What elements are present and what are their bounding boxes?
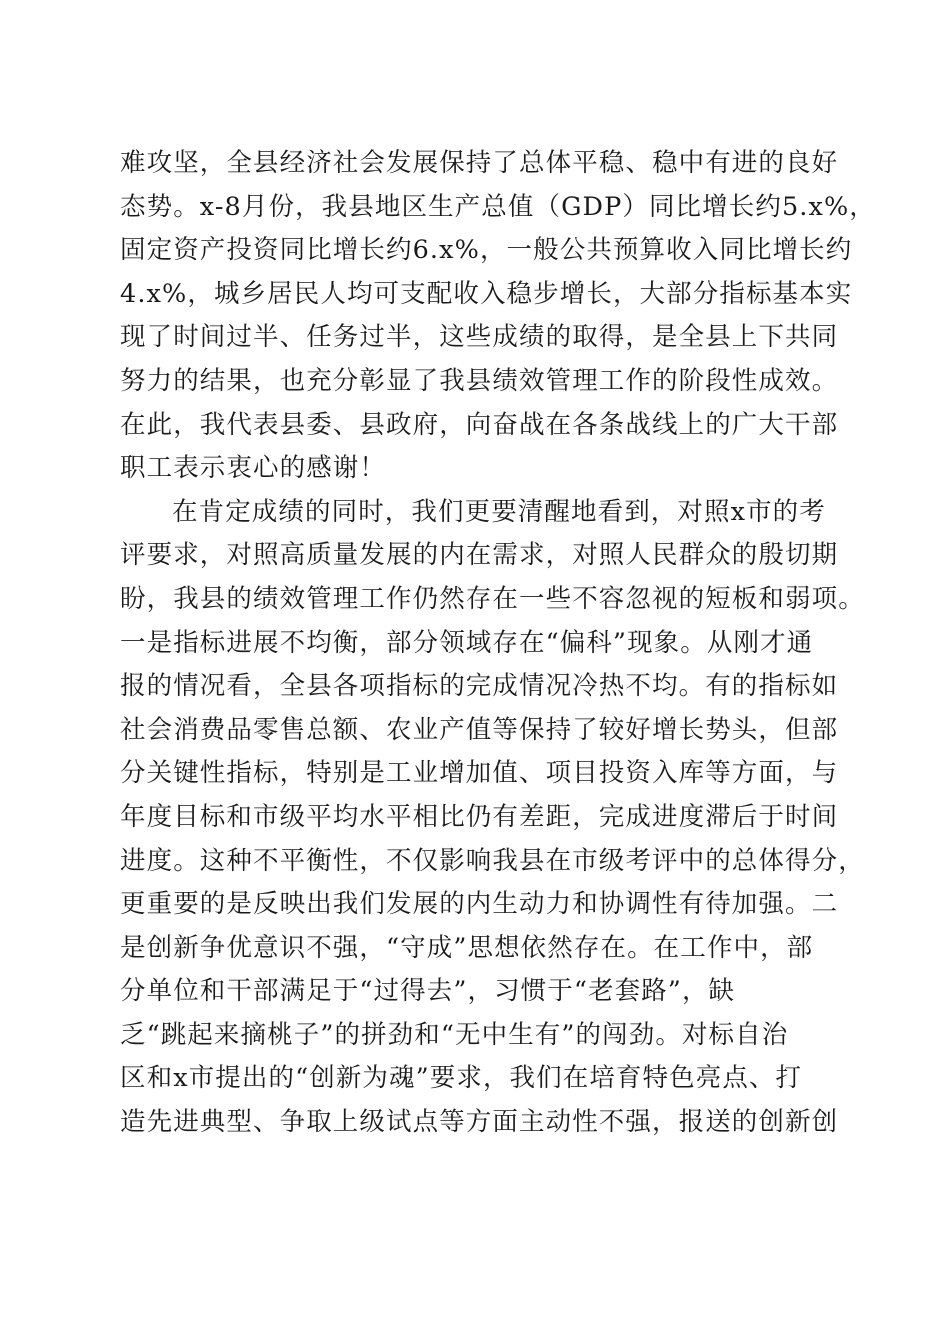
text-line: 职工表示衷心的感谢！ <box>120 453 387 484</box>
text-line: 是创新争优意识不强，“守成”思想依然存在。在工作中，部 <box>120 932 814 963</box>
text-line: 进度。这种不平衡性，不仅影响我县在市级考评中的总体得分， <box>120 845 865 876</box>
text-line: 固定资产投资同比增长约6.x%，一般公共预算收入同比增长约 <box>120 235 853 266</box>
text-line: 态势。x-8月份，我县地区生产总值（GDP）同比增长约5.x%， <box>120 191 876 222</box>
text-line: 盼，我县的绩效管理工作仍然存在一些不容忽视的短板和弱项。 <box>120 583 865 614</box>
text-line: 现了时间过半、任务过半，这些成绩的取得，是全县上下共同 <box>120 322 839 353</box>
text-line: 年度目标和市级平均水平相比仍有差距，完成进度滞后于时间 <box>120 801 839 832</box>
text-line: 努力的结果，也充分彰显了我县绩效管理工作的阶段性成效。 <box>120 365 839 396</box>
text-line: 难攻坚，全县经济社会发展保持了总体平稳、稳中有进的良好 <box>120 148 839 178</box>
text-line: 区和x市提出的“创新为魂”要求，我们在培育特色亮点、打 <box>120 1063 803 1094</box>
text-line: 4.x%，城乡居民人均可支配收入稳步增长，大部分指标基本实 <box>120 278 853 309</box>
text-line: 分关键性指标，特别是工业增加值、项目投资入库等方面，与 <box>120 758 839 789</box>
text-line: 分单位和干部满足于“过得去”，习惯于“老套路”，缺 <box>120 976 736 1007</box>
text-line: 评要求，对照高质量发展的内在需求，对照人民群众的殷切期 <box>120 540 839 571</box>
text-line: 报的情况看，全县各项指标的完成情况冷热不均。有的指标如 <box>120 671 839 702</box>
body-text <box>120 142 876 1145</box>
paragraph-first-line: 在肯定成绩的同时，我们更要清醒地看到，对照x市的考 <box>172 496 826 527</box>
text-line: 社会消费品零售总额、农业产值等保持了较好增长势头，但部 <box>120 714 839 745</box>
text-line: 更重要的是反映出我们发展的内生动力和协调性有待加强。二 <box>120 889 839 920</box>
text-line: 乏“跳起来摘桃子”的拼劲和“无中生有”的闯劲。对标自治 <box>120 1019 789 1050</box>
text-line: 造先进典型、争取上级试点等方面主动性不强，报送的创新创 <box>120 1107 839 1138</box>
text-line: 一是指标进展不均衡，部分领域存在“偏科”现象。从刚才通 <box>120 627 814 658</box>
text-line: 在此，我代表县委、县政府，向奋战在各条战线上的广大干部 <box>120 409 839 440</box>
